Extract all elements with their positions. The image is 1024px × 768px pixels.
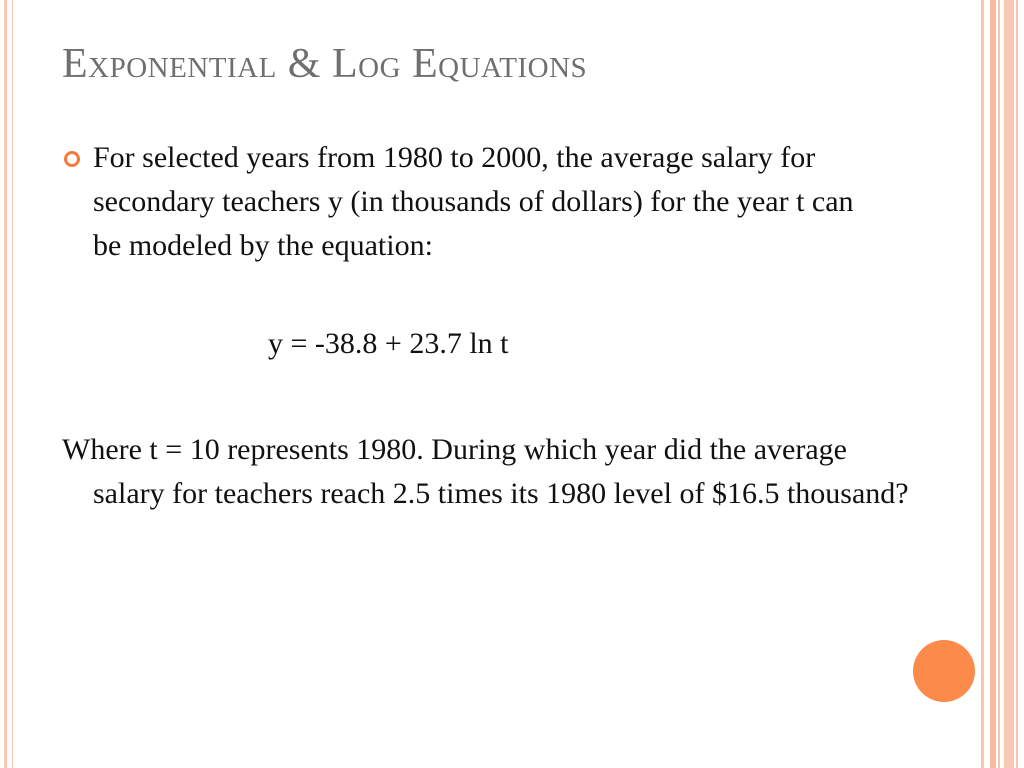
equation: y = -38.8 + 23.7 ln t <box>268 327 509 360</box>
right-border-stripe <box>998 0 1000 768</box>
question-paragraph: Where t = 10 represents 1980. During which year did the average salary for teachers reach 2.5 times its 1980 level of $16.5 thousand? <box>62 433 909 510</box>
left-border-line-thin <box>12 0 13 768</box>
slide-title: Exponential & Log Equations <box>62 41 588 87</box>
right-border-stripe <box>1004 0 1014 768</box>
decorative-circle-icon <box>913 640 975 702</box>
right-border-stripe <box>981 0 984 768</box>
bullet-ring-icon <box>64 151 80 167</box>
left-border-line <box>4 0 7 768</box>
right-border-stripe <box>1016 0 1018 768</box>
right-border-stripe <box>990 0 996 768</box>
bullet-text: For selected years from 1980 to 2000, the average salary for secondary teachers y (in thousands of dollars) for the year t can be modeled by the equation: <box>93 141 854 262</box>
